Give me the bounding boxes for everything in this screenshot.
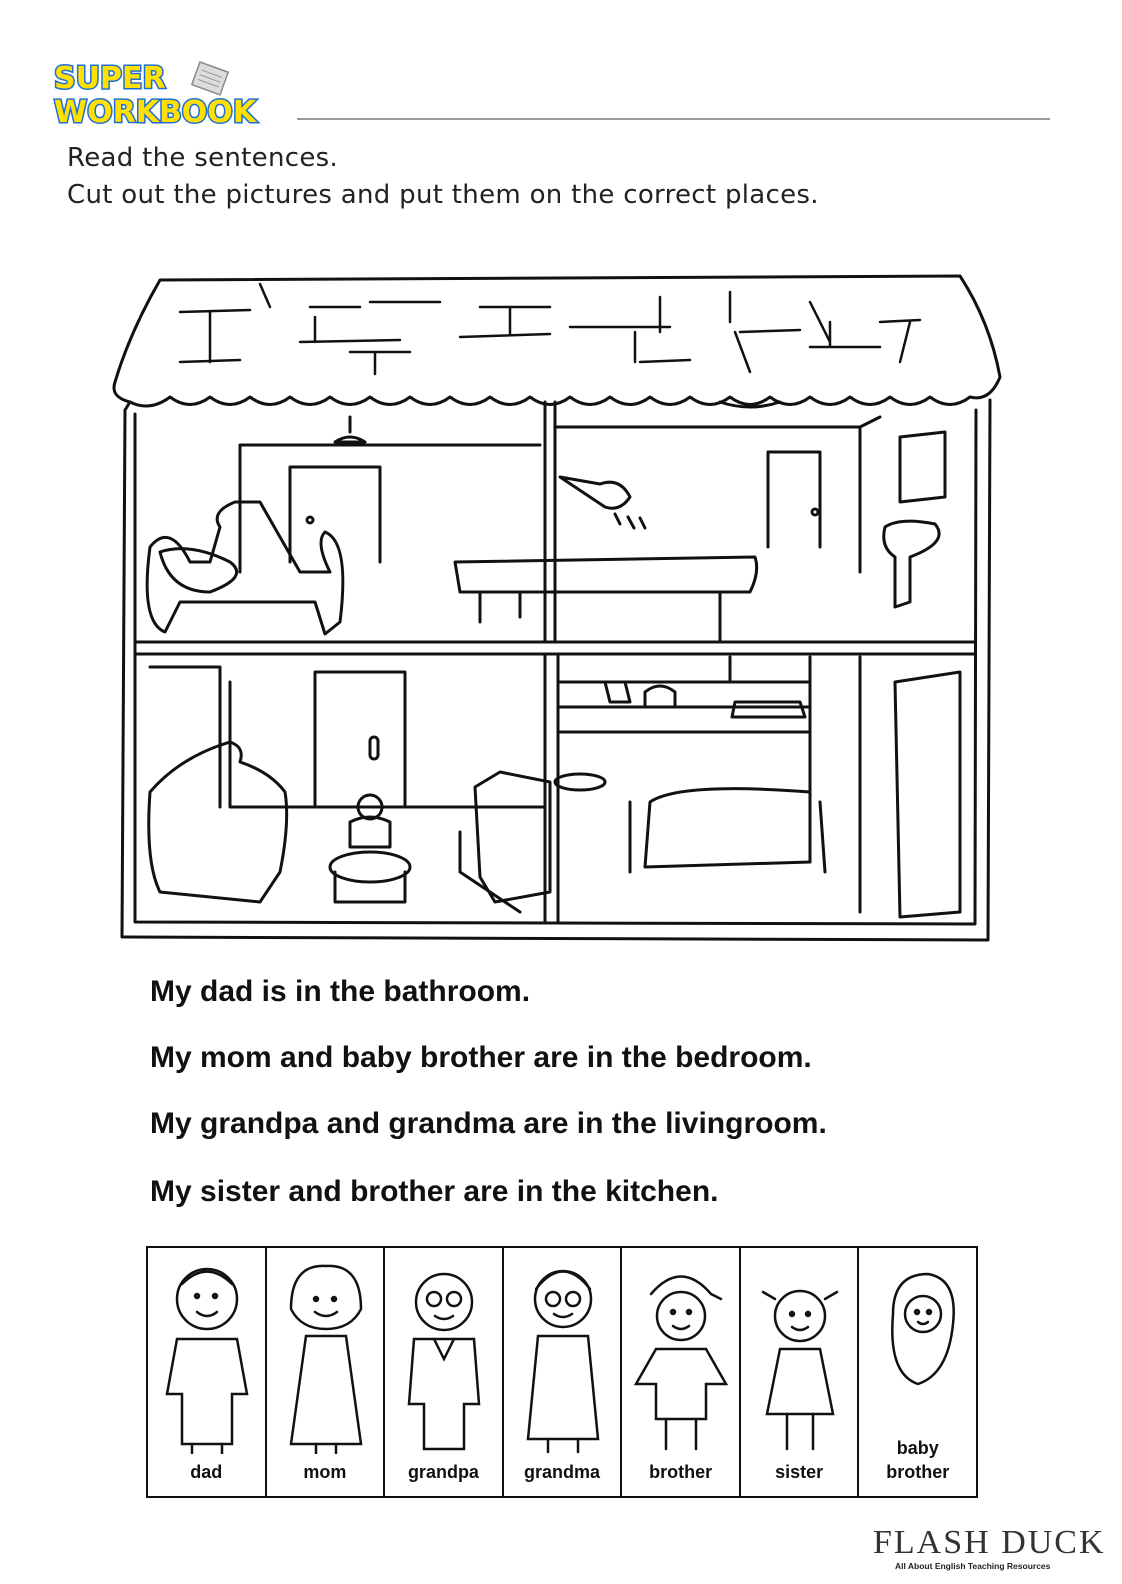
brother-figure: [626, 1254, 736, 1454]
card-grandma[interactable]: [504, 1248, 623, 1496]
grandpa-figure: [389, 1254, 499, 1454]
logo-text-line2: WORKBOOK: [54, 95, 257, 130]
card-mom[interactable]: [267, 1248, 386, 1496]
kitchen: [555, 657, 960, 917]
card-grandpa[interactable]: [385, 1248, 504, 1496]
card-label: grandma: [524, 1462, 601, 1482]
card-label: dad: [190, 1462, 223, 1482]
flash-duck-brand: [873, 1524, 1106, 1577]
card-baby-brother[interactable]: [859, 1248, 976, 1496]
sentence-4: My sister and brother are in the kitchen.: [150, 1175, 719, 1208]
card-label: grandpa: [407, 1462, 479, 1482]
dad-figure: [152, 1254, 262, 1454]
card-label: sister: [775, 1462, 824, 1482]
card-label: mom: [303, 1462, 347, 1482]
sentence-1: My dad is in the bathroom.: [150, 975, 531, 1008]
card-dad[interactable]: [148, 1248, 267, 1496]
card-sister[interactable]: [741, 1248, 860, 1496]
roof: [114, 276, 1000, 406]
instruction-line-1: Read the sentences.: [67, 143, 339, 173]
baby-figure: [863, 1254, 973, 1454]
bathroom: [455, 402, 945, 642]
header-divider: [297, 118, 1050, 120]
grandma-figure: [508, 1254, 618, 1454]
card-brother[interactable]: [622, 1248, 741, 1496]
logo-text-line1: SUPER: [54, 61, 166, 96]
sentence-3: My grandpa and grandma are in the livingroom.: [150, 1107, 827, 1140]
super-workbook-logo: [50, 58, 290, 130]
sentence-2: My mom and baby brother are in the bedroom.: [150, 1041, 812, 1074]
card-label: baby brother: [886, 1438, 950, 1482]
mom-figure: [271, 1254, 381, 1454]
cutout-cards: [146, 1246, 978, 1498]
notepad-icon: [192, 62, 228, 95]
card-label: brother: [649, 1462, 713, 1482]
brand-name: FLASH DUCK: [873, 1524, 1106, 1561]
instruction-line-2: Cut out the pictures and put them on the correct places.: [67, 180, 819, 210]
roof-tiles: [180, 284, 920, 374]
sister-figure: [745, 1254, 855, 1454]
house-illustration: [100, 262, 1010, 952]
living-room: [149, 667, 550, 912]
brand-tagline: All About English Teaching Resources: [895, 1561, 1051, 1571]
